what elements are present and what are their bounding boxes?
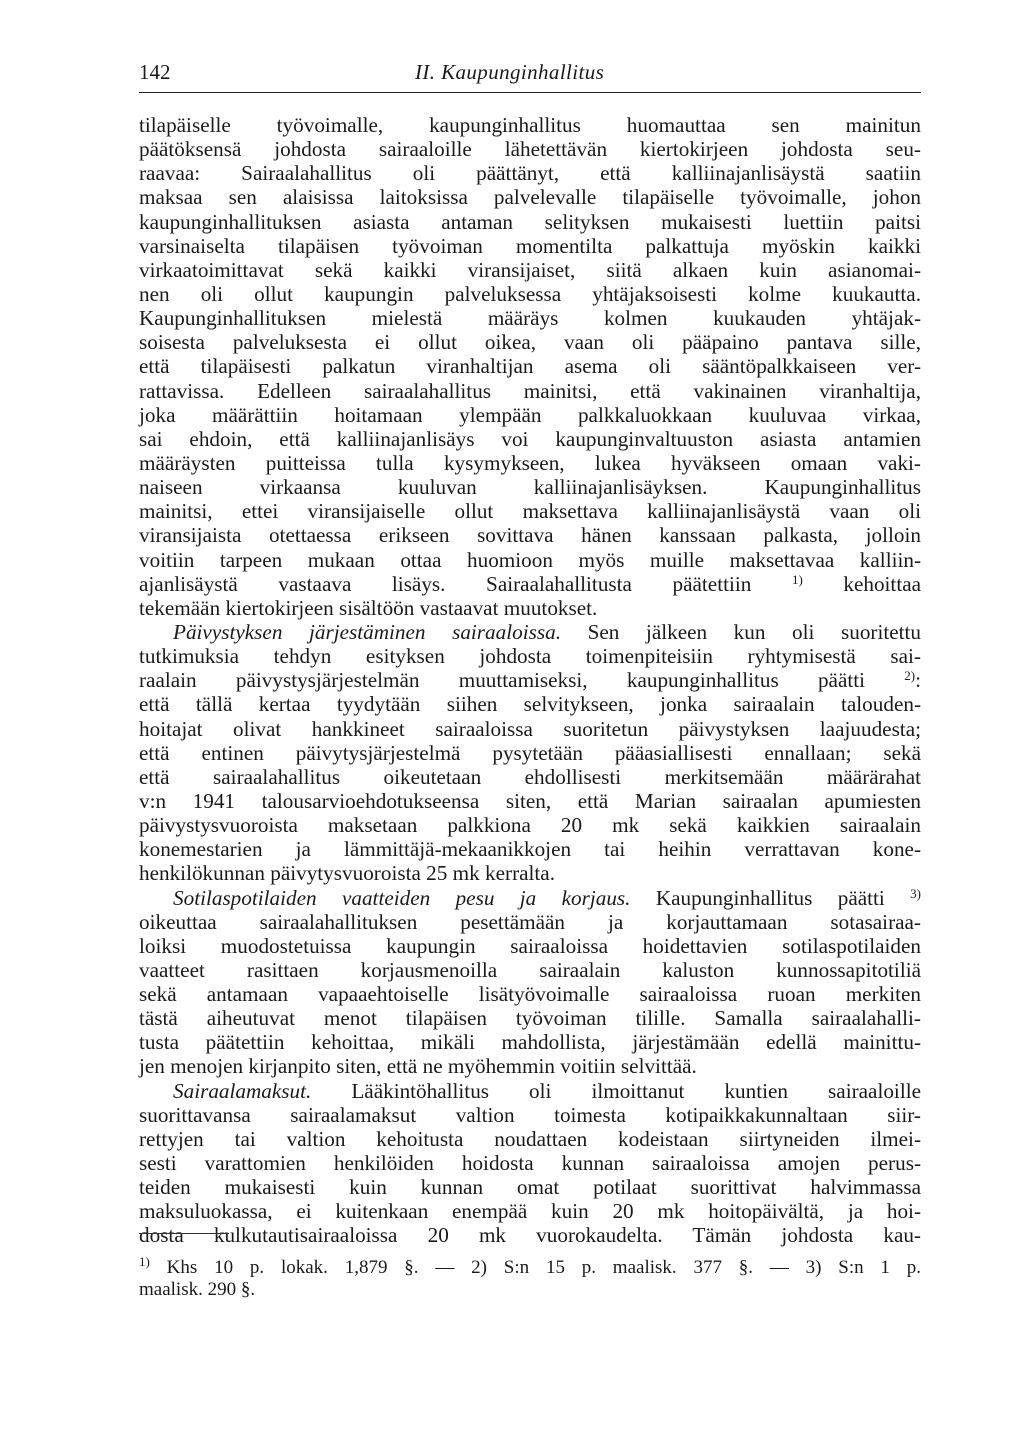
text-line: päätöksensä johdosta sairaaloille lähetettävän kiertokirjeen johdosta seu- bbox=[139, 137, 921, 162]
text-line: tilapäiselle työvoimalle, kaupunginhallitus huomauttaa sen mainitun bbox=[139, 113, 921, 137]
text-line: henkilökunnan päivytysvuoroista 25 mk kerralta. bbox=[139, 861, 556, 886]
text-run: ajanlisäystä vastaava lisäys. Sairaalahallitusta päätettiin bbox=[139, 571, 752, 596]
text-line: varsinaiselta tilapäisen työvoiman momentilta palkattuja myöskin kaikki bbox=[139, 233, 921, 258]
text-line: sai ehdoin, että kalliinajanlisäys voi kaupunginvaltuuston asiasta antamien bbox=[139, 426, 921, 451]
text-line: suorittavansa sairaalamaksut valtion toimesta kotipaikkakunnaltaan siir- bbox=[139, 1102, 921, 1127]
text-line: soisesta palveluksesta ei ollut oikea, vaan oli pääpaino pantava sille, bbox=[139, 330, 921, 355]
text-line: raavaa: Sairaalahallitus oli päättänyt, että kalliinajanlisäystä saatiin bbox=[139, 161, 921, 186]
text-line: viransijaista otettaessa erikseen sovittava hänen kanssaan palkasta, jolloin bbox=[139, 523, 921, 548]
text-line: mainitsi, ettei viransijaiselle ollut maksettava kalliinajanlisäystä vaan oli bbox=[139, 499, 921, 524]
text-line: tutkimuksia tehdyn esityksen johdosta toimenpiteisiin ryhtymisestä sai- bbox=[139, 644, 921, 669]
text-line: voitiin tarpeen mukaan ottaa huomioon myös muille maksettavaa kalliin- bbox=[139, 547, 921, 572]
footnote-mark: 1) bbox=[791, 571, 803, 587]
text-line: naiseen virkaansa kuuluvan kalliinajanlisäyksen. Kaupunginhallitus bbox=[139, 475, 921, 500]
text-run: Sen jälkeen kun oli suoritettu bbox=[587, 619, 922, 644]
text-run: raalain päivystysjärjestelmän muuttamiseksi, kaupunginhallitus päätti bbox=[139, 668, 866, 693]
text-line: tusta päätettiin kehoittaa, mikäli mahdollista, järjestämään edellä mainittu- bbox=[139, 1030, 921, 1055]
footnote-line bbox=[139, 1254, 921, 1279]
text-line: päivystysvuoroista maksetaan palkkiona 20 mk sekä kaikkien sairaalain bbox=[139, 813, 921, 838]
footnote-text: Khs 10 p. lokak. 1,879 §. — 2) S:n 15 p. maalisk. 377 §. — 3) S:n 1 p. bbox=[166, 1257, 921, 1278]
text-run: Kaupunginhallitus päätti bbox=[655, 885, 885, 910]
text-line: sesti varattomien henkilöiden hoidosta kunnan sairaaloissa amojen perus- bbox=[139, 1151, 921, 1176]
text-run: kehoittaa bbox=[843, 571, 922, 596]
text-line: maksaa sen alaisissa laitoksissa palvelevalle tilapäiselle työvoimalle, johon bbox=[139, 185, 921, 210]
footnote-mark: 1) bbox=[139, 1254, 150, 1269]
text-line: jen menojen kirjanpito siten, että ne myöhemmin voitiin selvittää. bbox=[139, 1054, 697, 1079]
text-line: että entinen päivytysjärjestelmä pysytetään pääasiallisesti ennallaan; sekä bbox=[139, 740, 921, 765]
text-line: määräysten puitteissa tulla kysymykseen, lukea hyväkseen omaan vaki- bbox=[139, 450, 921, 475]
text-run: Lääkintöhallitus oli ilmoittanut kuntien sairaaloille bbox=[351, 1078, 921, 1103]
text-line bbox=[139, 668, 921, 692]
text-line bbox=[139, 1079, 921, 1103]
running-title: II. Kaupunginhallitus bbox=[415, 60, 605, 84]
footnote-line: maalisk. 290 §. bbox=[139, 1279, 256, 1300]
text-line: sekä antamaan vapaaehtoiselle lisätyövoimalle sairaaloissa ruoan merkiten bbox=[139, 982, 921, 1007]
text-line: että sairaalahallitus oikeutetaan ehdollisesti merkitsemään määrärahat bbox=[139, 764, 921, 789]
text-line bbox=[139, 886, 921, 910]
text-line: joka määrättiin hoitamaan ylempään palkkaluokkaan kuuluvaa virkaa, bbox=[139, 402, 921, 427]
page-number: 142 bbox=[139, 60, 171, 84]
text-line: v:n 1941 talousarvioehdotukseensa siten, että Marian sairaalan apumiesten bbox=[139, 788, 921, 813]
text-line bbox=[139, 572, 921, 596]
section-heading: Päivystyksen järjestäminen sairaaloissa. bbox=[173, 619, 561, 644]
footnote-mark: 2) bbox=[904, 668, 916, 684]
text-line: että tilapäisesti palkatun viranhaltijan asema oli sääntöpalkkaiseen ver- bbox=[139, 354, 921, 379]
text-run: : bbox=[915, 668, 922, 693]
text-line: virkaatoimittavat sekä kaikki viransijaiset, siitä alkaen kuin asianomai- bbox=[139, 257, 921, 282]
text-line: nen oli ollut kaupungin palveluksessa yhtäjaksoisesti kolme kuukautta. bbox=[139, 281, 921, 306]
text-line: rettyjen tai valtion kehoitusta noudattaen kodeistaan siirtyneiden ilmei- bbox=[139, 1126, 921, 1151]
text-line: että tällä kertaa tyydytään siihen selvitykseen, jonka sairaalain talouden- bbox=[139, 692, 921, 717]
section-heading: Sotilaspotilaiden vaatteiden pesu ja korjaus. bbox=[173, 885, 631, 910]
text-line: hoitajat olivat hankkineet sairaaloissa suoritetun päivystyksen laajuudesta; bbox=[139, 716, 921, 741]
text-line: dosta kulkutautisairaaloissa 20 mk vuorokaudelta. Tämän johdosta kau- bbox=[139, 1223, 921, 1248]
text-line: rattavissa. Edelleen sairaalahallitus mainitsi, että vakinainen viranhaltija, bbox=[139, 378, 921, 403]
body-text bbox=[139, 113, 921, 1248]
text-line: tästä aiheutuvat menot tilapäisen työvoiman tilille. Samalla sairaalahalli- bbox=[139, 1006, 921, 1031]
text-line: oikeuttaa sairaalahallituksen pesettämään ja korjauttamaan sotasairaa- bbox=[139, 909, 921, 934]
text-line: konemestarien ja lämmittäjä-mekaanikkojen tai heihin verrattavan kone- bbox=[139, 837, 921, 862]
text-line: vaatteet rasittaen korjausmenoilla sairaalain kaluston kunnossapitotiliä bbox=[139, 957, 921, 982]
running-header bbox=[139, 58, 921, 93]
text-line bbox=[139, 620, 921, 644]
text-line: maksuluokassa, ei kuitenkaan enempää kuin 20 mk hoitopäivältä, ja hoi- bbox=[139, 1199, 921, 1224]
text-line: Kaupunginhallituksen mielestä määräys kolmen kuukauden yhtäjak- bbox=[139, 306, 921, 331]
text-line: loiksi muodostetuissa kaupungin sairaaloissa hoidettavien sotilaspotilaiden bbox=[139, 933, 921, 958]
text-line: teiden mukaisesti kuin kunnan omat potilaat suorittivat halvimmassa bbox=[139, 1175, 921, 1200]
footnotes bbox=[139, 1254, 921, 1301]
text-line: kaupunginhallituksen asiasta antaman selityksen mukaisesti luettiin paitsi bbox=[139, 209, 921, 234]
footnote-mark: 3) bbox=[910, 885, 921, 901]
text-line: tekemään kiertokirjeen sisältöön vastaavat muutokset. bbox=[139, 595, 598, 620]
section-heading: Sairaalamaksut. bbox=[173, 1078, 312, 1103]
footnote-divider bbox=[139, 1233, 229, 1234]
